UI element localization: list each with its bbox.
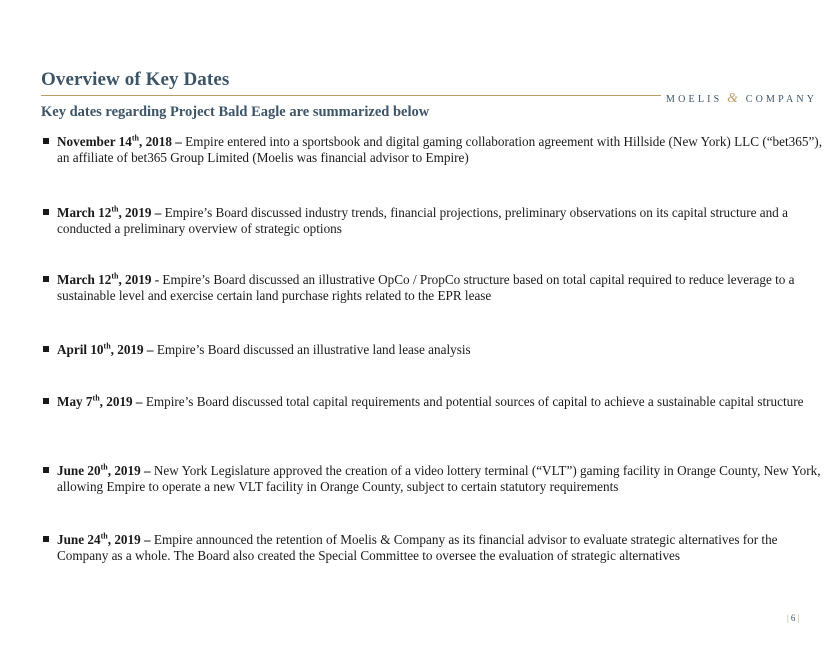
- logo-left-text: MOELIS: [666, 94, 723, 105]
- item-text: Empire announced the retention of Moelis & Company as its financial advisor to evaluate strategic alternatives for the Company as a whole. The Board also created the Special Committee to oversee the evaluation of strategic alternatives: [57, 532, 778, 563]
- date-label: April 10th, 2019 –: [57, 341, 154, 357]
- item-text: Empire’s Board discussed total capital requirements and potential sources of capital to achieve a sustainable capital structure: [142, 394, 804, 409]
- item-text: Empire’s Board discussed an illustrative land lease analysis: [153, 342, 471, 357]
- bullet-square-icon: [43, 346, 49, 352]
- date-label: November 14th, 2018 –: [57, 133, 182, 149]
- date-label: June 20th, 2019 –: [57, 462, 151, 478]
- bullet-square-icon: [43, 276, 49, 282]
- page-subtitle: Key dates regarding Project Bald Eagle are summarized below: [41, 104, 430, 120]
- date-label: June 24th, 2019 –: [57, 531, 151, 547]
- list-item: [41, 394, 827, 410]
- page-title: Overview of Key Dates: [41, 69, 230, 90]
- bullet-square-icon: [43, 209, 49, 215]
- date-label: May 7th, 2019 –: [57, 393, 143, 409]
- list-item: [41, 272, 827, 304]
- bullet-square-icon: [43, 138, 49, 144]
- item-text: Empire’s Board discussed an illustrative OpCo / PropCo structure based on total capital required to reduce leverage to a sustainable level and exercise certain land purchase rights related to the EPR lease: [57, 272, 795, 303]
- bullet-square-icon: [43, 536, 49, 542]
- date-label: March 12th, 2019 -: [57, 271, 160, 287]
- bullet-square-icon: [43, 467, 49, 473]
- logo-right-text: COMPANY: [745, 94, 818, 105]
- logo-ampersand: &: [727, 91, 739, 106]
- list-item: [41, 463, 827, 495]
- title-divider: [41, 95, 661, 96]
- bullet-square-icon: [43, 398, 49, 404]
- moelis-logo: [666, 91, 817, 107]
- list-item: [41, 205, 827, 237]
- item-text: New York Legislature approved the creation of a video lottery terminal (“VLT”) gaming facility in Orange County, New York, allowing Empire to operate a new VLT facility in Orange County, subject to certain statutory requirements: [57, 463, 821, 494]
- list-item: [41, 532, 827, 564]
- list-item: [41, 342, 827, 358]
- date-label: March 12th, 2019 –: [57, 204, 162, 220]
- item-text: Empire’s Board discussed industry trends, financial projections, preliminary observations on its capital structure and a conducted a preliminary overview of strategic options: [57, 205, 788, 236]
- page-number: | 6 |: [787, 613, 800, 623]
- item-text: Empire entered into a sportsbook and digital gaming collaboration agreement with Hillside (New York) LLC (“bet365”), an affiliate of bet365 Group Limited (Moelis was financial advisor to Empire): [57, 134, 822, 165]
- list-item: [41, 134, 827, 166]
